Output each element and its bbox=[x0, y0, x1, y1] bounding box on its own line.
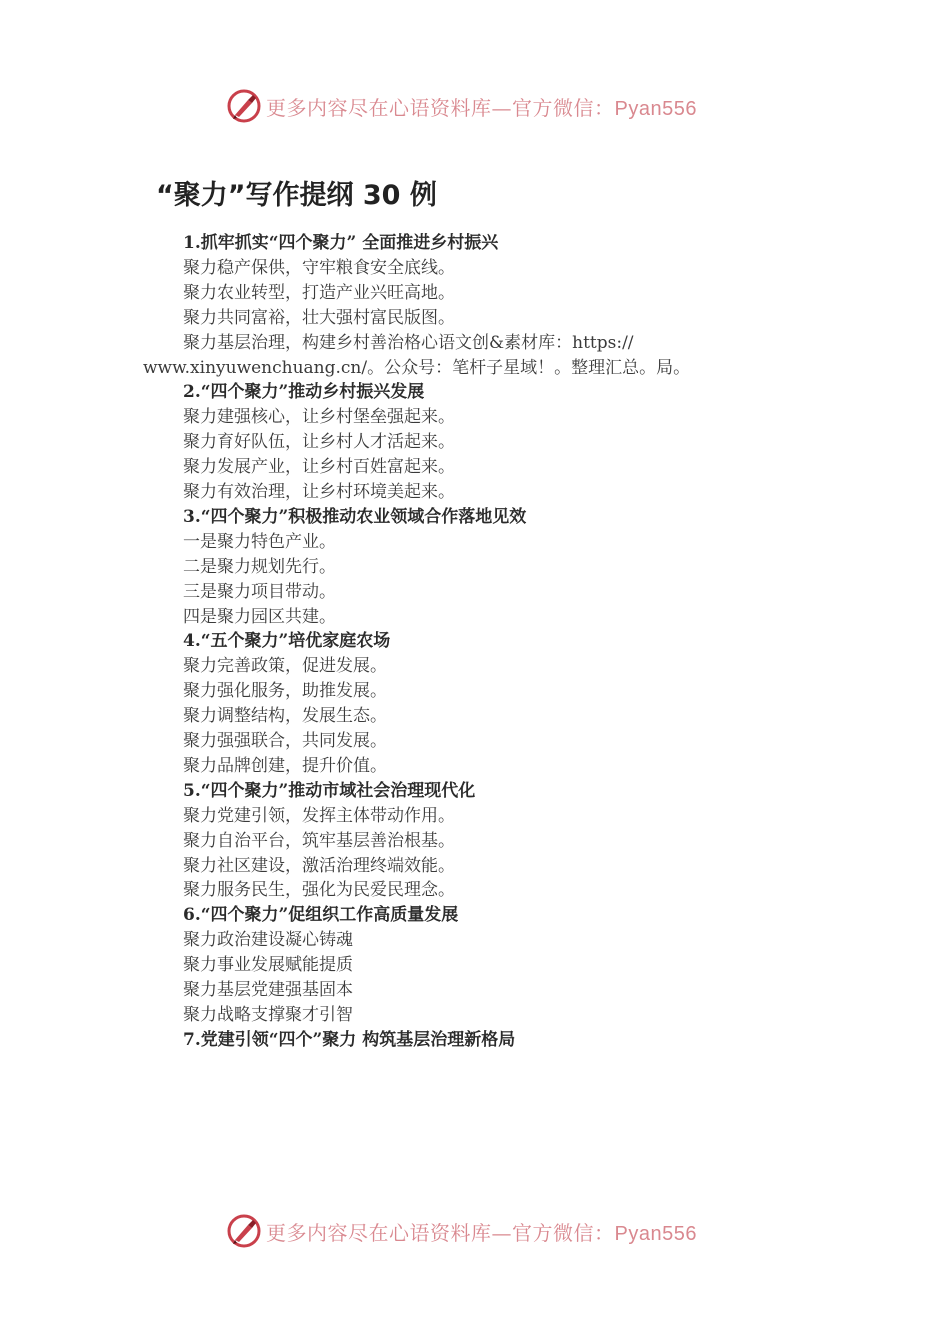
section-heading: 1.抓牢抓实“四个聚力” 全面推进乡村振兴 bbox=[183, 233, 499, 253]
outline-line: 聚力稳产保供，守牢粮食安全底线。 bbox=[183, 257, 455, 278]
outline-line: 四是聚力园区共建。 bbox=[183, 606, 336, 627]
wechat-id: Pyan556 bbox=[614, 1222, 697, 1245]
outline-line: 聚力社区建设，激活治理终端效能。 bbox=[183, 855, 455, 876]
header-watermark bbox=[226, 86, 726, 126]
outline-line: 聚力强化服务，助推发展。 bbox=[183, 681, 387, 702]
outline-line: 聚力调整结构，发展生态。 bbox=[183, 706, 387, 727]
outline-line: 聚力完善政策，促进发展。 bbox=[183, 656, 387, 677]
watermark-text: 更多内容尽在心语资料库—官方微信：Pyan556 bbox=[266, 1220, 697, 1245]
footer-watermark bbox=[226, 1211, 726, 1251]
outline-line: 聚力强强联合，共同发展。 bbox=[183, 731, 387, 751]
outline-line: 聚力发展产业，让乡村百姓富起来。 bbox=[183, 457, 455, 478]
outline-line: www.xinyuwenchuang.cn/。公众号：笔杆子星域！。整理汇总。局。 bbox=[143, 357, 691, 378]
section-heading: 4.“五个聚力”培优家庭农场 bbox=[183, 631, 391, 652]
outline-line: 聚力党建引领，发挥主体带动作用。 bbox=[183, 805, 455, 826]
pen-circle-logo-icon bbox=[226, 1213, 262, 1249]
outline-line: 聚力建强核心，让乡村堡垒强起来。 bbox=[183, 407, 455, 428]
outline-line: 三是聚力项目带动。 bbox=[183, 581, 336, 602]
section-heading: 7.党建引领“四个”聚力 构筑基层治理新格局 bbox=[183, 1029, 516, 1050]
wechat-id: Pyan556 bbox=[614, 97, 697, 120]
outline-line: 聚力育好队伍，让乡村人才活起来。 bbox=[183, 432, 455, 453]
section-heading: 2.“四个聚力”推动乡村振兴发展 bbox=[183, 382, 425, 403]
outline-line: 聚力战略支撑聚才引智 bbox=[183, 1004, 353, 1025]
document-title: “聚力”写作提纲 30 例 bbox=[156, 180, 437, 211]
outline-line: 聚力基层治理，构建乡村善治格心语文创&素材库：https:// bbox=[183, 332, 634, 353]
outline-line: 聚力农业转型，打造产业兴旺高地。 bbox=[183, 282, 455, 303]
outline-line: 聚力有效治理，让乡村环境美起来。 bbox=[183, 482, 455, 502]
outline-line: 聚力事业发展赋能提质 bbox=[183, 955, 353, 976]
section-heading: 5.“四个聚力”推动市域社会治理现代化 bbox=[183, 780, 476, 801]
outline-line: 聚力服务民生，强化为民爱民理念。 bbox=[183, 880, 455, 901]
outline-line: 二是聚力规划先行。 bbox=[183, 556, 336, 577]
outline-line: 聚力品牌创建，提升价值。 bbox=[183, 755, 387, 776]
outline-line: 聚力基层党建强基固本 bbox=[183, 980, 353, 1000]
watermark-text: 更多内容尽在心语资料库—官方微信：Pyan556 bbox=[266, 95, 697, 120]
pen-circle-logo-icon bbox=[226, 88, 262, 124]
outline-line: 聚力政治建设凝心铸魂 bbox=[183, 930, 353, 951]
outline-line: 一是聚力特色产业。 bbox=[183, 531, 336, 552]
outline-line: 聚力自治平台，筑牢基层善治根基。 bbox=[183, 830, 455, 851]
outline-line: 聚力共同富裕，壮大强村富民版图。 bbox=[183, 307, 455, 328]
section-heading: 6.“四个聚力”促组织工作高质量发展 bbox=[183, 905, 459, 926]
section-heading: 3.“四个聚力”积极推动农业领域合作落地见效 bbox=[183, 506, 527, 527]
